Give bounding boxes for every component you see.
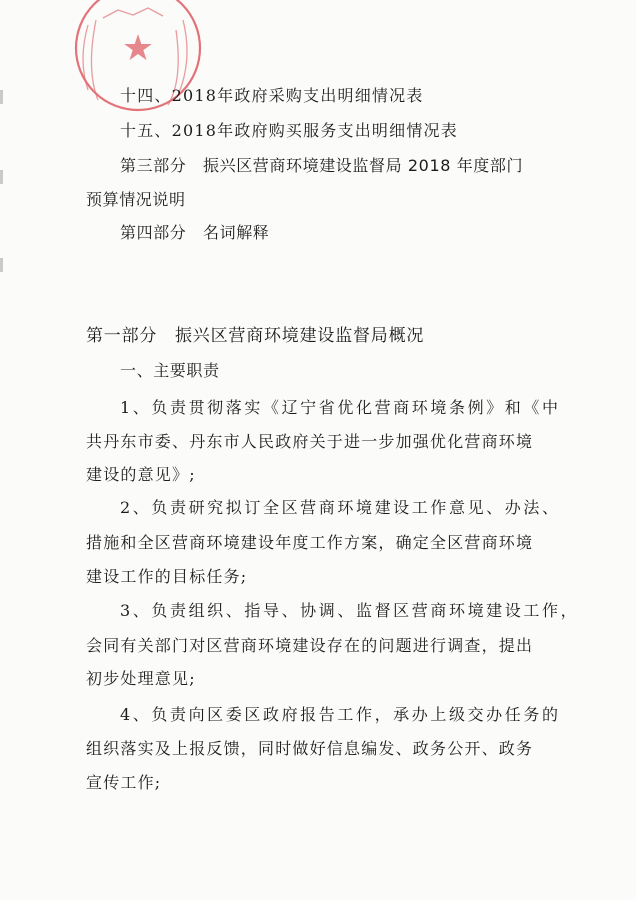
- duty-4-line-3: 宣传工作;: [86, 773, 162, 792]
- subsection-heading-main-duties: 一、主要职责: [120, 361, 220, 380]
- toc-part-3: 第三部分 振兴区营商环境建设监督局 2018 年度部门: [120, 156, 524, 175]
- duty-1-line-1: 1、负责贯彻落实《辽宁省优化营商环境条例》和《中: [120, 398, 561, 417]
- toc-item-14: 十四、2018年政府采购支出明细情况表: [120, 86, 424, 105]
- duty-4-line-1: 4、负责向区委区政府报告工作，承办上级交办任务的: [120, 705, 561, 724]
- duty-2-line-2: 措施和全区营商环境建设年度工作方案，确定全区营商环境: [86, 533, 534, 552]
- duty-3-line-3: 初步处理意见;: [86, 669, 196, 688]
- scan-edge-mark: [0, 170, 3, 184]
- duty-1-line-3: 建设的意见》;: [86, 465, 196, 484]
- duty-3-line-1: 3、负责组织、指导、协调、监督区营商环境建设工作，: [120, 601, 580, 620]
- toc-part-4: 第四部分 名词解释: [120, 223, 270, 242]
- scan-edge-mark: [0, 90, 3, 104]
- toc-item-15: 十五、2018年政府购买服务支出明细情况表: [120, 121, 458, 140]
- section-heading-part-1: 第一部分 振兴区营商环境建设监督局概况: [86, 326, 425, 346]
- official-seal-stamp: [58, 0, 208, 130]
- svg-text:★: ★: [121, 28, 155, 69]
- toc-part-3-continued: 预算情况说明: [86, 190, 186, 209]
- duty-3-line-2: 会同有关部门对区营商环境建设存在的问题进行调查，提出: [86, 636, 534, 655]
- duty-2-line-1: 2、负责研究拟订全区营商环境建设工作意见、办法、: [120, 498, 561, 517]
- scan-edge-mark: [0, 258, 3, 272]
- duty-2-line-3: 建设工作的目标任务;: [86, 567, 248, 586]
- duty-4-line-2: 组织落实及上报反馈，同时做好信息编发、政务公开、政务: [86, 739, 534, 758]
- duty-1-line-2: 共丹东市委、丹东市人民政府关于进一步加强优化营商环境: [86, 432, 534, 451]
